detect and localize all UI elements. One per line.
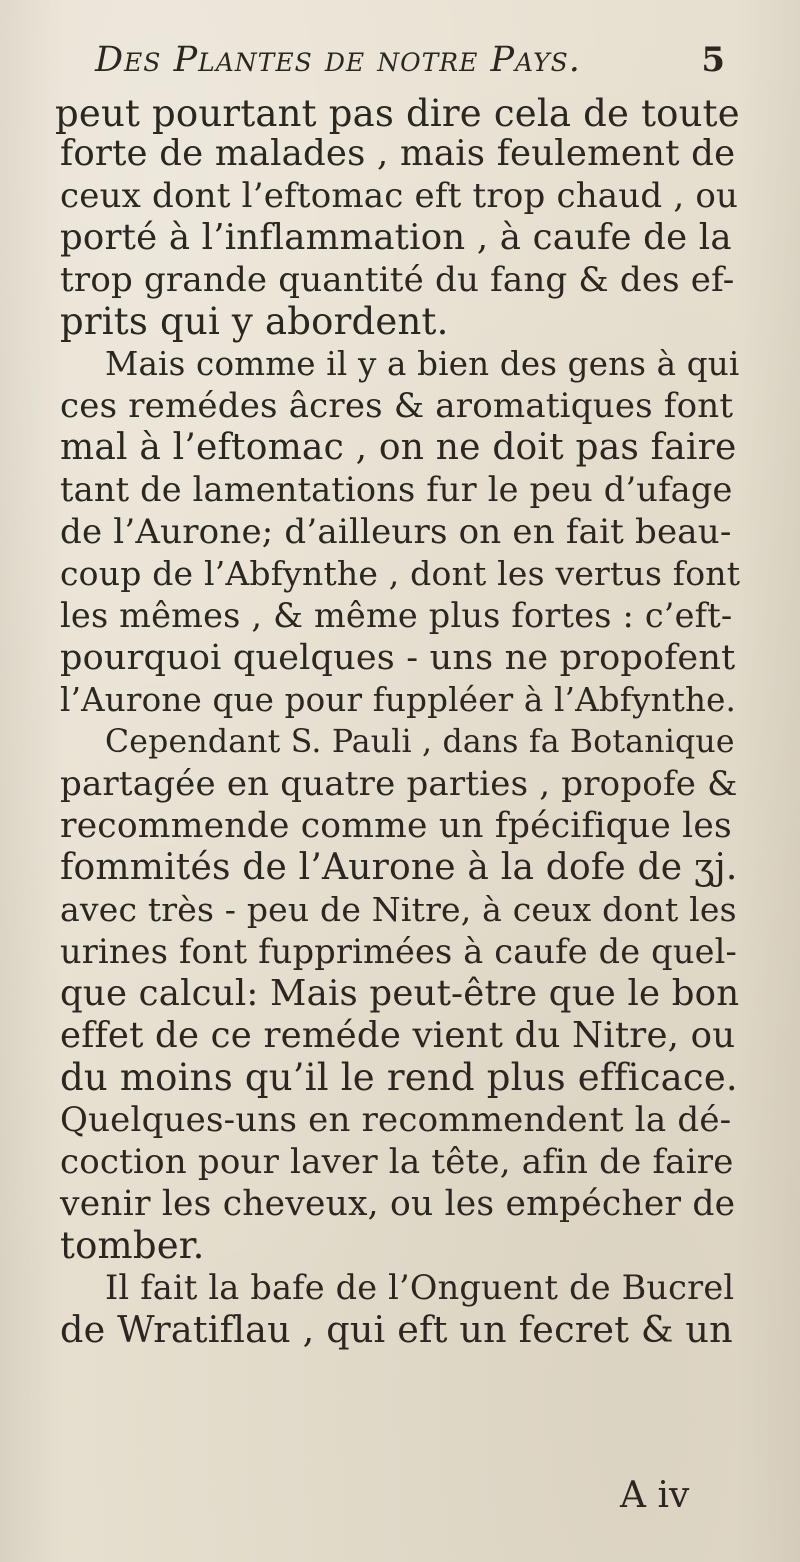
text-line: pourquoi quelques - uns ne propofent bbox=[60, 638, 736, 678]
text-line: l’Aurone que pour fuppléer à l’Abfynthe. bbox=[60, 681, 737, 719]
text-line: peut pourtant pas dire cela de toute bbox=[55, 92, 740, 135]
text-line: ces remédes âcres & aromatiques font bbox=[60, 386, 734, 426]
text-line: mal à l’eftomac , on ne doit pas faire bbox=[60, 427, 737, 468]
text-line: de l’Aurone; d’ailleurs on en fait beau- bbox=[60, 512, 732, 552]
text-line: tant de lamentations fur le peu d’ufage bbox=[60, 470, 733, 509]
text-line: Il fait la bafe de l’Onguent de Bucrel bbox=[105, 1268, 735, 1307]
text-line: que calcul: Mais peut-être que le bon bbox=[60, 973, 740, 1014]
text-line: coup de l’Abfynthe , dont les vertus font bbox=[60, 554, 741, 593]
text-line: urines font fupprimées à caufe de quel- bbox=[60, 932, 738, 971]
text-line: ceux dont l’eftomac eft trop chaud , ou bbox=[60, 176, 739, 216]
text-line: partagée en quatre parties , propofe & bbox=[60, 764, 738, 804]
text-line: tomber. bbox=[60, 1224, 205, 1267]
text-line: coction pour laver la tête, afin de faire bbox=[60, 1142, 734, 1182]
text-line: trop grande quantité du fang & des ef- bbox=[60, 260, 735, 300]
text-line: de Wratiflau , qui eft un fecret & un bbox=[60, 1308, 733, 1351]
text-line: du moins qu’il le rend plus efficace. bbox=[60, 1056, 738, 1099]
text-line: recommende comme un fpécifique les bbox=[60, 806, 732, 846]
text-line: Cependant S. Pauli , dans fa Botanique bbox=[105, 724, 735, 760]
page-number: 5 bbox=[701, 40, 725, 80]
running-head bbox=[95, 40, 725, 100]
text-line: Quelques-uns en recommendent la dé- bbox=[60, 1100, 732, 1140]
text-line: prits qui y abordent. bbox=[60, 300, 449, 343]
signature-mark: A iv bbox=[620, 1475, 690, 1516]
text-line: venir les cheveux, ou les empécher de bbox=[60, 1184, 736, 1224]
running-title: Des Plantes de notre Pays. bbox=[95, 40, 581, 80]
text-line: porté à l’inflammation , à caufe de la bbox=[60, 217, 732, 258]
text-line: avec très - peu de Nitre, à ceux dont les bbox=[60, 890, 737, 929]
text-line: fommités de l’Aurone à la dofe de ʒj. bbox=[60, 847, 738, 888]
text-line: effet de ce reméde vient du Nitre, ou bbox=[60, 1015, 736, 1056]
text-line: forte de malades , mais feulement de bbox=[60, 133, 736, 174]
text-line: Mais comme il y a bien des gens à qui bbox=[105, 345, 740, 383]
text-line: les mêmes , & même plus fortes : c’eft- bbox=[60, 596, 733, 635]
